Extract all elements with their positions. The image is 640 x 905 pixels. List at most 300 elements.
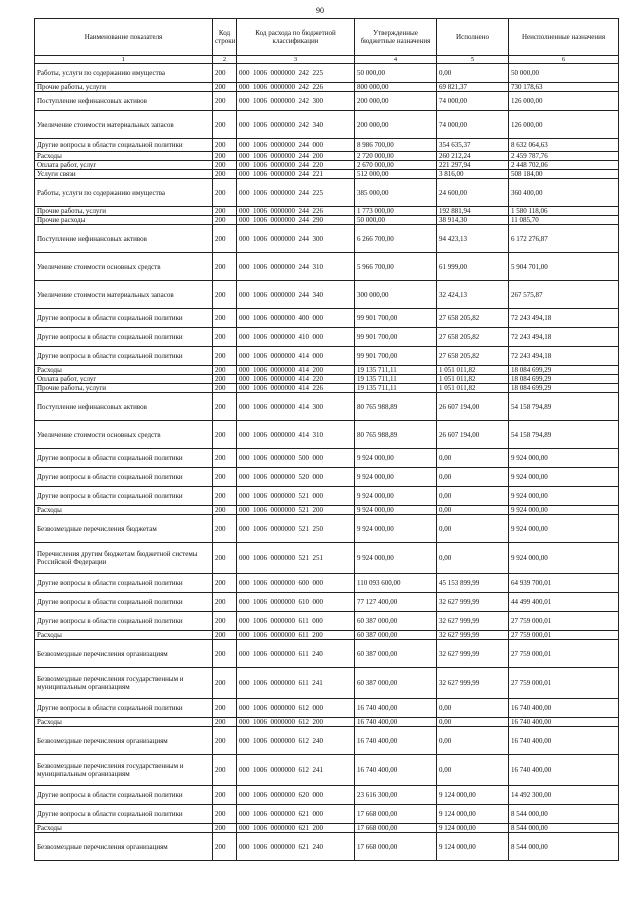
row-line-code: 200 [213,468,237,487]
row-approved: 99 901 700,00 [355,347,437,366]
row-approved: 19 135 711,11 [355,384,437,393]
row-unexecuted: 18 084 699,29 [509,384,619,393]
row-name: Работы, услуги по содержанию имущества [35,64,213,83]
row-line-code: 200 [213,574,237,593]
table-row [35,152,619,161]
row-unexecuted: 9 924 000,00 [509,515,619,543]
table-row [35,786,619,805]
table-row [35,755,619,786]
row-executed: 61 999,00 [437,253,509,281]
table-row [35,593,619,612]
row-name: Другие вопросы в области социальной политики [35,347,213,366]
row-approved: 512 000,00 [355,170,437,179]
row-unexecuted: 6 172 276,87 [509,225,619,253]
row-executed: 0,00 [437,699,509,718]
row-executed: 26 607 194,00 [437,421,509,449]
row-line-code: 200 [213,640,237,668]
row-unexecuted: 8 544 000,00 [509,833,619,861]
table-row [35,805,619,824]
row-line-code: 200 [213,179,237,207]
row-executed: 32 627 999,99 [437,593,509,612]
row-approved: 16 740 400,00 [355,699,437,718]
table-row [35,207,619,216]
row-line-code: 200 [213,487,237,506]
row-executed: 32 424,13 [437,281,509,309]
row-line-code: 200 [213,152,237,161]
column-number-row [35,56,619,64]
row-approved: 23 616 300,00 [355,786,437,805]
row-line-code: 200 [213,612,237,631]
row-approved: 9 924 000,00 [355,515,437,543]
row-executed: 9 124 000,00 [437,805,509,824]
row-line-code: 200 [213,375,237,384]
row-approved: 17 668 000,00 [355,833,437,861]
row-executed: 45 153 899,99 [437,574,509,593]
row-line-code: 200 [213,515,237,543]
row-approved: 1 773 000,00 [355,207,437,216]
table-row [35,64,619,83]
table-row [35,384,619,393]
row-approved: 200 000,00 [355,111,437,139]
table-row [35,170,619,179]
row-class-code: 000 1006 0000000 244 000 [237,139,355,152]
row-unexecuted: 27 759 000,01 [509,631,619,640]
row-executed: 26 607 194,00 [437,393,509,421]
row-executed: 0,00 [437,515,509,543]
row-executed: 27 658 205,82 [437,328,509,347]
row-class-code: 000 1006 0000000 611 241 [237,668,355,699]
row-approved: 6 266 700,00 [355,225,437,253]
row-line-code: 200 [213,421,237,449]
row-unexecuted: 44 499 400,01 [509,593,619,612]
row-line-code: 200 [213,207,237,216]
table-row [35,727,619,755]
row-name: Прочие работы, услуги [35,83,213,92]
row-unexecuted: 9 924 000,00 [509,487,619,506]
row-unexecuted: 9 924 000,00 [509,449,619,468]
row-executed: 1 051 011,82 [437,375,509,384]
row-approved: 50 000,00 [355,64,437,83]
row-class-code: 000 1006 0000000 611 000 [237,612,355,631]
row-line-code: 200 [213,225,237,253]
row-approved: 60 387 000,00 [355,668,437,699]
row-line-code: 200 [213,833,237,861]
row-approved: 99 901 700,00 [355,309,437,328]
row-approved: 800 000,00 [355,83,437,92]
row-approved: 300 000,00 [355,281,437,309]
row-unexecuted: 18 084 699,29 [509,375,619,384]
row-approved: 99 901 700,00 [355,328,437,347]
row-unexecuted: 16 740 400,00 [509,699,619,718]
table-row [35,574,619,593]
row-class-code: 000 1006 0000000 612 200 [237,718,355,727]
table-row [35,281,619,309]
row-class-code: 000 1006 0000000 414 300 [237,393,355,421]
row-unexecuted: 9 924 000,00 [509,543,619,574]
row-line-code: 200 [213,83,237,92]
row-executed: 32 627 999,99 [437,640,509,668]
row-class-code: 000 1006 0000000 612 240 [237,727,355,755]
row-class-code: 000 1006 0000000 242 226 [237,83,355,92]
row-approved: 8 986 700,00 [355,139,437,152]
row-unexecuted: 54 158 794,89 [509,421,619,449]
row-class-code: 000 1006 0000000 244 226 [237,207,355,216]
row-executed: 74 000,00 [437,111,509,139]
row-approved: 80 765 988,89 [355,393,437,421]
row-approved: 77 127 400,00 [355,593,437,612]
row-unexecuted: 50 000,00 [509,64,619,83]
table-row [35,668,619,699]
row-line-code: 200 [213,805,237,824]
row-name: Расходы [35,718,213,727]
row-name: Расходы [35,631,213,640]
row-executed: 3 816,00 [437,170,509,179]
table-row [35,216,619,225]
table-row [35,506,619,515]
row-class-code: 000 1006 0000000 414 226 [237,384,355,393]
row-executed: 32 627 999,99 [437,631,509,640]
table-row [35,612,619,631]
table-body [35,64,619,861]
table-row [35,375,619,384]
header-name: Наименование показателя [35,19,213,56]
row-class-code: 000 1006 0000000 244 221 [237,170,355,179]
row-line-code: 200 [213,718,237,727]
row-unexecuted: 64 939 700,01 [509,574,619,593]
row-approved: 16 740 400,00 [355,727,437,755]
row-class-code: 000 1006 0000000 610 000 [237,593,355,612]
row-approved: 110 093 600,00 [355,574,437,593]
row-name: Другие вопросы в области социальной политики [35,593,213,612]
row-unexecuted: 16 740 400,00 [509,727,619,755]
row-approved: 50 000,00 [355,216,437,225]
row-class-code: 000 1006 0000000 521 251 [237,543,355,574]
row-unexecuted: 1 580 118,06 [509,207,619,216]
row-line-code: 200 [213,253,237,281]
row-executed: 0,00 [437,506,509,515]
row-name: Безвозмездные перечисления государственным и муниципальным организациям [35,755,213,786]
row-unexecuted: 2 459 787,76 [509,152,619,161]
row-approved: 200 000,00 [355,92,437,111]
table-row [35,366,619,375]
row-executed: 0,00 [437,755,509,786]
row-unexecuted: 11 085,70 [509,216,619,225]
row-name: Прочие работы, услуги [35,207,213,216]
row-line-code: 200 [213,170,237,179]
row-class-code: 000 1006 0000000 244 310 [237,253,355,281]
row-approved: 16 740 400,00 [355,718,437,727]
row-executed: 32 627 999,99 [437,612,509,631]
row-line-code: 200 [213,281,237,309]
row-name: Безвозмездные перечисления бюджетам [35,515,213,543]
row-class-code: 000 1006 0000000 600 000 [237,574,355,593]
row-unexecuted: 5 904 701,00 [509,253,619,281]
table-row [35,253,619,281]
table-row [35,718,619,727]
row-approved: 9 924 000,00 [355,543,437,574]
table-row [35,833,619,861]
row-name: Поступление нефинансовых активов [35,225,213,253]
row-approved: 17 668 000,00 [355,805,437,824]
column-number: 2 [213,56,237,64]
row-line-code: 200 [213,543,237,574]
row-approved: 60 387 000,00 [355,631,437,640]
row-class-code: 000 1006 0000000 242 340 [237,111,355,139]
row-class-code: 000 1006 0000000 410 000 [237,328,355,347]
column-number: 5 [437,56,509,64]
row-executed: 192 881,94 [437,207,509,216]
table-row [35,139,619,152]
row-class-code: 000 1006 0000000 242 225 [237,64,355,83]
table-row [35,449,619,468]
row-approved: 16 740 400,00 [355,755,437,786]
row-approved: 2 720 000,00 [355,152,437,161]
row-unexecuted: 8 544 000,00 [509,824,619,833]
row-class-code: 000 1006 0000000 244 220 [237,161,355,170]
row-class-code: 000 1006 0000000 621 000 [237,805,355,824]
header-approved: Утвержденные бюджетные назначения [355,19,437,56]
table-row [35,468,619,487]
row-line-code: 200 [213,328,237,347]
table-row [35,92,619,111]
row-class-code: 000 1006 0000000 414 310 [237,421,355,449]
row-name: Другие вопросы в области социальной политики [35,699,213,718]
row-name: Безвозмездные перечисления организациям [35,833,213,861]
row-line-code: 200 [213,216,237,225]
table-row [35,393,619,421]
row-name: Другие вопросы в области социальной политики [35,786,213,805]
column-number: 1 [35,56,213,64]
row-unexecuted: 267 575,87 [509,281,619,309]
row-name: Безвозмездные перечисления государственным и муниципальным организациям [35,668,213,699]
row-name: Другие вопросы в области социальной политики [35,449,213,468]
row-unexecuted: 2 448 702,06 [509,161,619,170]
table-row [35,824,619,833]
row-line-code: 200 [213,347,237,366]
row-class-code: 000 1006 0000000 500 000 [237,449,355,468]
row-approved: 2 670 000,00 [355,161,437,170]
row-line-code: 200 [213,64,237,83]
row-name: Другие вопросы в области социальной политики [35,139,213,152]
row-name: Другие вопросы в области социальной политики [35,805,213,824]
row-approved: 385 000,00 [355,179,437,207]
row-unexecuted: 27 759 000,01 [509,612,619,631]
row-name: Расходы [35,824,213,833]
table-row [35,640,619,668]
row-line-code: 200 [213,393,237,421]
column-number: 4 [355,56,437,64]
row-unexecuted: 72 243 494,18 [509,347,619,366]
row-executed: 0,00 [437,487,509,506]
row-name: Другие вопросы в области социальной политики [35,468,213,487]
header-unexecuted: Неисполненные назначения [509,19,619,56]
row-executed: 27 658 205,82 [437,309,509,328]
row-name: Работы, услуги по содержанию имущества [35,179,213,207]
row-unexecuted: 8 632 064,63 [509,139,619,152]
table-row [35,328,619,347]
row-line-code: 200 [213,755,237,786]
table-header [35,19,619,64]
row-class-code: 000 1006 0000000 414 220 [237,375,355,384]
header-line-code: Код строки [213,19,237,56]
row-unexecuted: 9 924 000,00 [509,468,619,487]
row-class-code: 000 1006 0000000 521 000 [237,487,355,506]
table-row [35,421,619,449]
row-line-code: 200 [213,384,237,393]
row-approved: 80 765 988,89 [355,421,437,449]
row-executed: 0,00 [437,449,509,468]
row-executed: 0,00 [437,468,509,487]
row-unexecuted: 16 740 400,00 [509,718,619,727]
table-row [35,179,619,207]
row-class-code: 000 1006 0000000 611 200 [237,631,355,640]
row-unexecuted: 508 184,00 [509,170,619,179]
row-line-code: 200 [213,161,237,170]
row-executed: 69 821,37 [437,83,509,92]
row-class-code: 000 1006 0000000 621 200 [237,824,355,833]
row-name: Увеличение стоимости материальных запасов [35,111,213,139]
row-class-code: 000 1006 0000000 244 340 [237,281,355,309]
row-executed: 27 658 205,82 [437,347,509,366]
table-row [35,161,619,170]
table-row [35,309,619,328]
header-executed: Исполнено [437,19,509,56]
row-name: Оплата работ, услуг [35,375,213,384]
row-executed: 260 212,24 [437,152,509,161]
row-approved: 19 135 711,11 [355,375,437,384]
row-class-code: 000 1006 0000000 414 000 [237,347,355,366]
row-name: Другие вопросы в области социальной политики [35,309,213,328]
row-name: Другие вопросы в области социальной политики [35,612,213,631]
row-unexecuted: 126 000,00 [509,111,619,139]
row-executed: 221 297,94 [437,161,509,170]
row-name: Другие вопросы в области социальной политики [35,328,213,347]
row-class-code: 000 1006 0000000 400 000 [237,309,355,328]
row-executed: 9 124 000,00 [437,786,509,805]
row-class-code: 000 1006 0000000 612 241 [237,755,355,786]
row-line-code: 200 [213,593,237,612]
row-name: Другие вопросы в области социальной политики [35,574,213,593]
row-executed: 38 914,30 [437,216,509,225]
row-approved: 9 924 000,00 [355,468,437,487]
row-unexecuted: 9 924 000,00 [509,506,619,515]
row-name: Другие вопросы в области социальной политики [35,487,213,506]
row-class-code: 000 1006 0000000 520 000 [237,468,355,487]
row-executed: 0,00 [437,543,509,574]
row-class-code: 000 1006 0000000 621 240 [237,833,355,861]
row-unexecuted: 27 759 000,01 [509,640,619,668]
row-unexecuted: 126 000,00 [509,92,619,111]
row-class-code: 000 1006 0000000 242 300 [237,92,355,111]
row-unexecuted: 360 400,00 [509,179,619,207]
row-name: Расходы [35,366,213,375]
row-name: Перечисления другим бюджетам бюджетной системы Российской Федерации [35,543,213,574]
row-executed: 1 051 011,82 [437,384,509,393]
row-class-code: 000 1006 0000000 611 240 [237,640,355,668]
column-number: 3 [237,56,355,64]
row-executed: 0,00 [437,64,509,83]
row-name: Увеличение стоимости основных средств [35,421,213,449]
row-line-code: 200 [213,449,237,468]
table-row [35,699,619,718]
row-approved: 17 668 000,00 [355,824,437,833]
row-unexecuted: 730 178,63 [509,83,619,92]
row-executed: 0,00 [437,718,509,727]
row-name: Поступление нефинансовых активов [35,393,213,421]
row-line-code: 200 [213,727,237,755]
row-name: Оплата работ, услуг [35,161,213,170]
row-line-code: 200 [213,786,237,805]
row-approved: 60 387 000,00 [355,612,437,631]
row-executed: 32 627 999,99 [437,668,509,699]
row-name: Расходы [35,152,213,161]
row-unexecuted: 16 740 400,00 [509,755,619,786]
row-approved: 19 135 711,11 [355,366,437,375]
row-unexecuted: 8 544 000,00 [509,805,619,824]
row-class-code: 000 1006 0000000 521 200 [237,506,355,515]
table-row [35,83,619,92]
row-line-code: 200 [213,668,237,699]
row-unexecuted: 54 158 794,89 [509,393,619,421]
row-class-code: 000 1006 0000000 244 290 [237,216,355,225]
table-row [35,111,619,139]
row-name: Безвозмездные перечисления организациям [35,727,213,755]
row-unexecuted: 72 243 494,18 [509,328,619,347]
row-class-code: 000 1006 0000000 414 200 [237,366,355,375]
row-unexecuted: 18 084 699,29 [509,366,619,375]
row-name: Расходы [35,506,213,515]
row-executed: 9 124 000,00 [437,824,509,833]
table-row [35,515,619,543]
row-unexecuted: 27 759 000,01 [509,668,619,699]
row-name: Прочие работы, услуги [35,384,213,393]
row-approved: 9 924 000,00 [355,487,437,506]
table-row [35,225,619,253]
table-row [35,631,619,640]
row-name: Увеличение стоимости основных средств [35,253,213,281]
row-line-code: 200 [213,366,237,375]
row-class-code: 000 1006 0000000 620 000 [237,786,355,805]
row-line-code: 200 [213,824,237,833]
row-approved: 9 924 000,00 [355,449,437,468]
header-class-code: Код расхода по бюджетной классификации [237,19,355,56]
row-name: Прочие расходы [35,216,213,225]
row-class-code: 000 1006 0000000 244 300 [237,225,355,253]
row-line-code: 200 [213,139,237,152]
row-executed: 24 600,00 [437,179,509,207]
row-line-code: 200 [213,631,237,640]
row-class-code: 000 1006 0000000 612 000 [237,699,355,718]
row-line-code: 200 [213,92,237,111]
row-approved: 60 387 000,00 [355,640,437,668]
row-line-code: 200 [213,309,237,328]
table-row [35,487,619,506]
row-name: Услуги связи [35,170,213,179]
row-class-code: 000 1006 0000000 244 225 [237,179,355,207]
row-class-code: 000 1006 0000000 521 250 [237,515,355,543]
row-name: Безвозмездные перечисления организациям [35,640,213,668]
row-line-code: 200 [213,506,237,515]
row-name: Поступление нефинансовых активов [35,92,213,111]
row-approved: 9 924 000,00 [355,506,437,515]
table-row [35,543,619,574]
page-number: 90 [316,6,324,15]
row-approved: 5 966 700,00 [355,253,437,281]
row-name: Увеличение стоимости материальных запасов [35,281,213,309]
column-number: 6 [509,56,619,64]
row-executed: 74 000,00 [437,92,509,111]
row-executed: 1 051 011,82 [437,366,509,375]
